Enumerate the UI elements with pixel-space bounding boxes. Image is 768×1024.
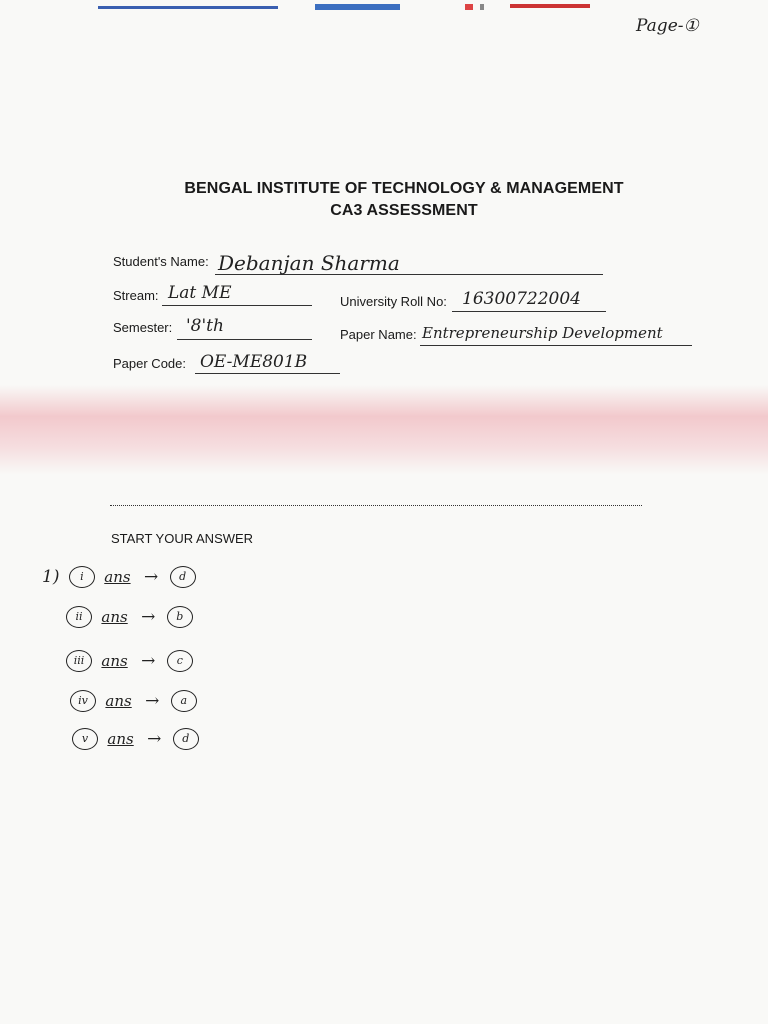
student-name-value: Debanjan Sharma [218,251,400,275]
paper-code-value: OE-ME801B [200,352,308,372]
sub-question-number: i [69,566,95,588]
stream-line [162,305,312,306]
answer-row [42,566,196,588]
paper-code-label: Paper Code: [113,356,186,371]
page-number: Page-① [636,16,699,36]
top-edge-strip [315,4,400,10]
answer-choice: c [167,650,193,672]
top-edge-strip [98,6,278,9]
arrow-icon: → [141,606,156,627]
paper-name-value: Entrepreneurship Development [422,324,663,342]
sub-question-number: iv [70,690,96,712]
start-answer-heading: START YOUR ANSWER [111,531,254,546]
answer-word: ans [107,729,134,748]
answer-choice: a [171,690,197,712]
semester-line [177,339,312,340]
roll-value: 16300722004 [462,289,581,309]
answer-row [70,690,197,712]
answer-word: ans [101,651,128,670]
separator-dotted-line [110,505,642,506]
roll-line [452,311,606,312]
roll-label: University Roll No: [340,294,447,309]
assessment-title: CA3 ASSESSMENT [330,202,478,219]
arrow-icon: → [141,650,156,671]
answer-choice: d [170,566,196,588]
semester-value: '8'th [186,316,224,336]
pink-smudge [0,385,768,475]
student-name-label: Student's Name: [113,254,209,269]
institute-title: BENGAL INSTITUTE OF TECHNOLOGY & MANAGEMENT [184,180,624,197]
top-edge-strip [480,4,484,10]
paper-code-line [195,373,340,374]
question-number: 1) [42,566,60,587]
arrow-icon: → [147,728,162,749]
stream-label: Stream: [113,288,159,303]
stream-value: Lat ME [168,283,232,303]
answer-word: ans [101,607,128,626]
answer-word: ans [105,691,132,710]
paper-name-line [420,345,692,346]
sub-question-number: iii [66,650,92,672]
answer-word: ans [104,567,131,586]
answer-choice: b [167,606,193,628]
answer-row [66,650,193,672]
semester-label: Semester: [113,320,173,335]
sub-question-number: v [72,728,98,750]
top-edge-strip [510,4,590,8]
paper-name-label: Paper Name: [340,327,417,342]
answer-row [72,728,199,750]
top-edge-strip [465,4,473,10]
arrow-icon: → [143,566,159,587]
answer-choice: d [173,728,199,750]
sub-question-number: ii [66,606,92,628]
arrow-icon: → [145,690,160,711]
answer-row [66,606,193,628]
